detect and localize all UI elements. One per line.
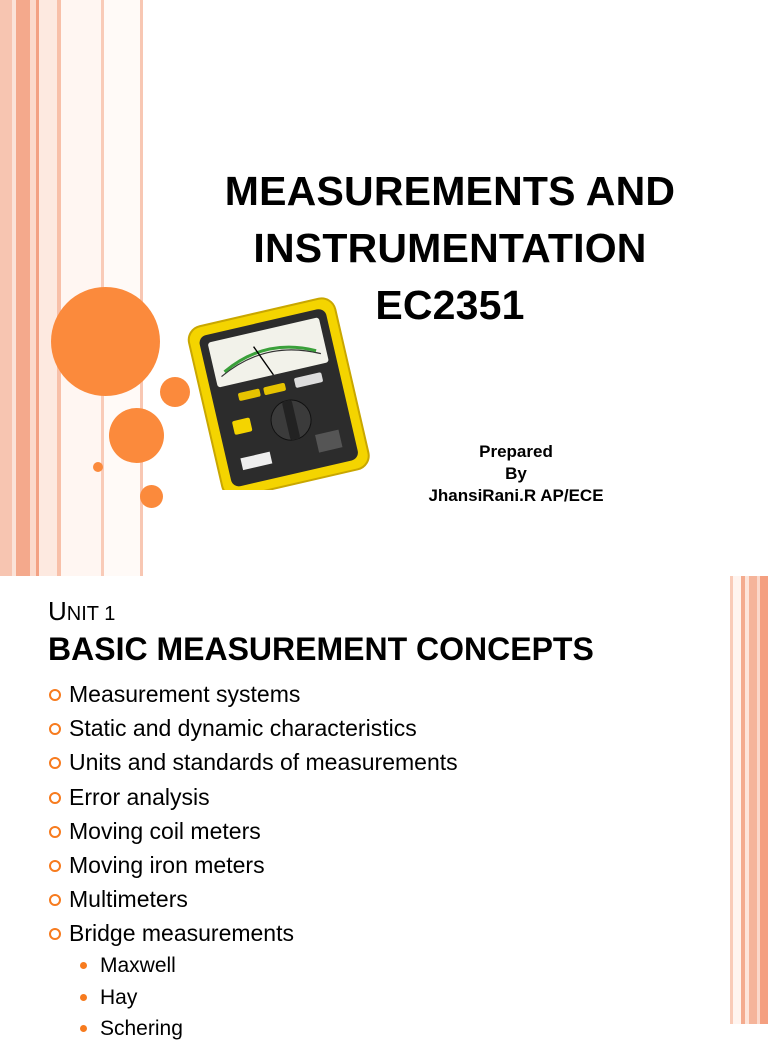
tiny-circle-decoration [93,462,103,472]
title-line: INSTRUMENTATION [253,225,647,271]
insulation-tester-meter-icon [186,290,372,490]
list-item [48,916,458,950]
bullet-ring-icon [49,894,61,906]
unit-first-letter: U [48,596,67,626]
list-item-label: Multimeters [69,886,188,913]
list-item-label: Moving iron meters [69,852,265,879]
bullet-ring-icon [49,757,61,769]
bullet-ring-icon [49,689,61,701]
list-item-label: Error analysis [69,783,210,810]
sub-list-item [80,950,183,982]
sub-bullet-dot-icon [80,1025,87,1032]
large-circle-decoration [51,287,160,396]
unit-heading: BASIC MEASUREMENT CONCEPTS [48,631,594,667]
left-stripes-decoration [0,0,150,576]
list-item-label: Units and standards of measurements [69,749,458,776]
bullet-ring-icon [49,860,61,872]
list-item [48,848,458,882]
sub-list-item-label: Hay [100,985,138,1009]
sub-list-item [80,982,183,1014]
list-item [48,711,458,745]
sub-bullet-dot-icon [80,994,87,1001]
sub-list-item [80,1013,183,1045]
list-item-label: Measurement systems [69,681,301,707]
byline-line: By [505,464,527,483]
unit-rest: NIT 1 [66,603,116,625]
medium-circle-decoration [109,408,164,463]
list-item [48,882,458,916]
small-circle-decoration-2 [140,485,163,508]
bullet-ring-icon [49,928,61,940]
list-item [48,814,458,848]
topic-list [48,677,458,951]
list-item [48,745,458,779]
author-byline [400,441,632,507]
list-item-label: Moving coil meters [69,817,261,844]
bridge-sub-list [80,950,183,1045]
bullet-ring-icon [49,792,61,804]
right-stripes-decoration [730,576,768,1024]
byline-line: JhansiRani.R AP/ECE [428,486,604,505]
list-item-label: Static and dynamic characteristics [69,715,417,742]
list-item [48,780,458,814]
byline-line: Prepared [479,442,553,461]
sub-bullet-dot-icon [80,962,87,969]
list-item [48,677,458,711]
sub-list-item-label: Schering [100,1017,183,1040]
bullet-ring-icon [49,826,61,838]
sub-list-item-label: Maxwell [100,954,176,977]
title-line: MEASUREMENTS AND [224,168,676,214]
title-line: EC2351 [375,282,525,328]
bullet-ring-icon [49,723,61,735]
unit-label [48,596,115,629]
list-item-label: Bridge measurements [69,920,294,947]
